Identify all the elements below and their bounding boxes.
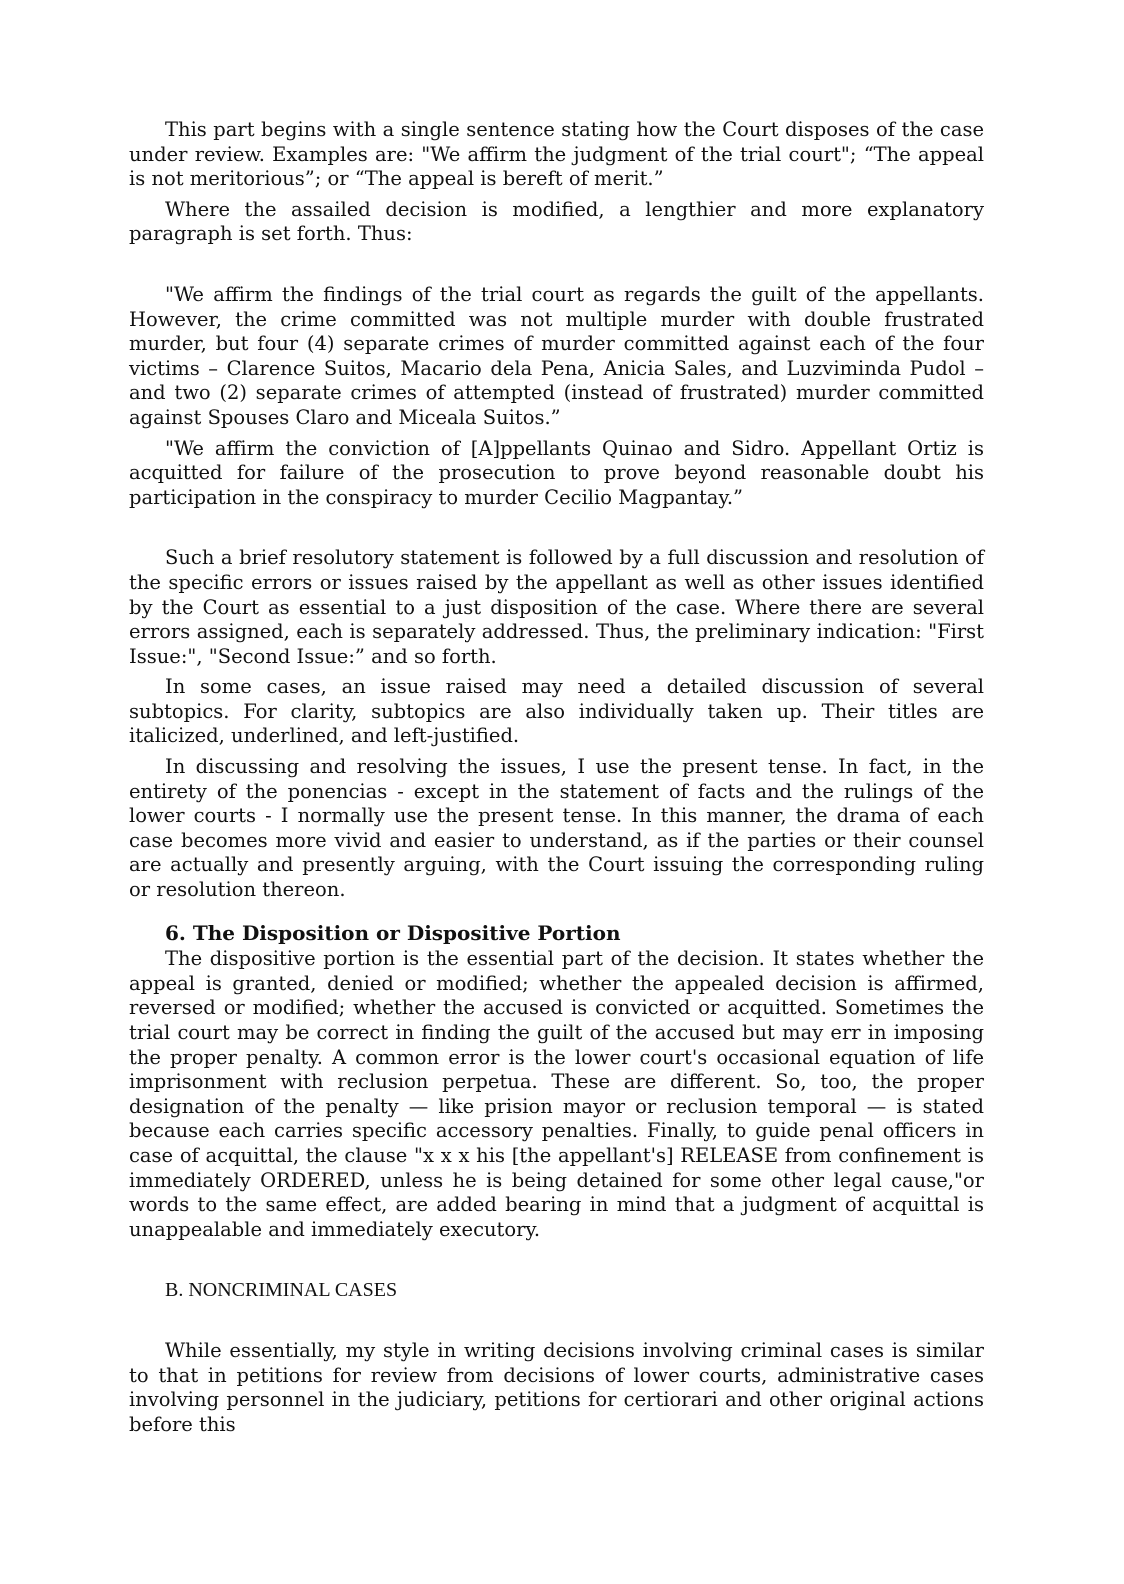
paragraph-noncriminal-intro: While essentially, my style in writing decisions involving criminal cases is similar to that in petitions for review from decisions of lower courts, administrative cases involving personnel in the judiciary, petitions for certiorari and other original actions before this <box>129 1338 984 1436</box>
section-heading-dispositive-portion: 6. The Disposition or Dispositive Portion <box>165 920 621 945</box>
paragraph-dispositive-portion: The dispositive portion is the essential part of the decision. It states whether the appeal is granted, denied or modified; whether the appealed decision is affirmed, reversed or modified; whether the accused is convicted or acquitted. Sometimes the trial court may be correct in finding the guilt of the accused but may err in imposing the proper penalty. A common error is the lower court's occasional equation of life imprisonment with reclusion perpetua. These are different. So, too, the proper designation of the penalty — like prision mayor or reclusion temporal — is stated because each carries specific accessory penalties. Finally, to guide penal officers in case of acquittal, the clause "x x x his [the appellant's] RELEASE from confinement is immediately ORDERED, unless he is being detained for some other legal cause,"or words to the same effect, are added bearing in mind that a judgment of acquittal is unappealable and immediately executory. <box>129 947 984 1241</box>
paragraph-present-tense: In discussing and resolving the issues, I use the present tense. In fact, in the entirety of the ponencias - except in the statement of facts and the rulings of the lower courts - I normally use the present tense. In this manner, the drama of each case becomes more vivid and easier to understand, as if the parties or their counsel are actually and presently arguing, with the Court issuing the corresponding ruling or resolution thereon. <box>129 755 984 902</box>
paragraph-subtopics: In some cases, an issue raised may need a detailed discussion of several subtopics. For clarity, subtopics are also individually taken up. Their titles are italicized, underlined, and left-justified. <box>129 675 984 748</box>
paragraph-disposition-intro: This part begins with a single sentence stating how the Court disposes of the case under review. Examples are: "We affirm the judgment of the trial court"; “The appeal is not meritorious”; or “The appeal is bereft of merit.” <box>129 118 984 191</box>
quote-conviction: "We affirm the conviction of [A]ppellants Quinao and Sidro. Appellant Ortiz is acquitted for failure of the prosecution to prove beyond reasonable doubt his participation in the conspiracy to murder Cecilio Magpantay.” <box>129 436 984 509</box>
section-heading-noncriminal-cases: B. NONCRIMINAL CASES <box>165 1279 398 1302</box>
quote-findings: "We affirm the findings of the trial court as regards the guilt of the appellants. However, the crime committed was not multiple murder with double frustrated murder, but four (4) separate crimes of murder committed against each of the four victims – Clarence Suitos, Macario dela Pena, Anicia Sales, and Luzviminda Pudol – and two (2) separate crimes of attempted (instead of frustrated) murder committed against Spouses Claro and Miceala Suitos.” <box>129 282 984 429</box>
paragraph-resolutory-statement: Such a brief resolutory statement is followed by a full discussion and resolution of the specific errors or issues raised by the appellant as well as other issues identified by the Court as essential to a just disposition of the case. Where there are several errors assigned, each is separately addressed. Thus, the preliminary indication: "First Issue:", "Second Issue:” and so forth. <box>129 546 984 668</box>
paragraph-modified-decision: Where the assailed decision is modified, a lengthier and more explanatory paragraph is set forth. Thus: <box>129 197 984 246</box>
document-page <box>129 118 984 1437</box>
